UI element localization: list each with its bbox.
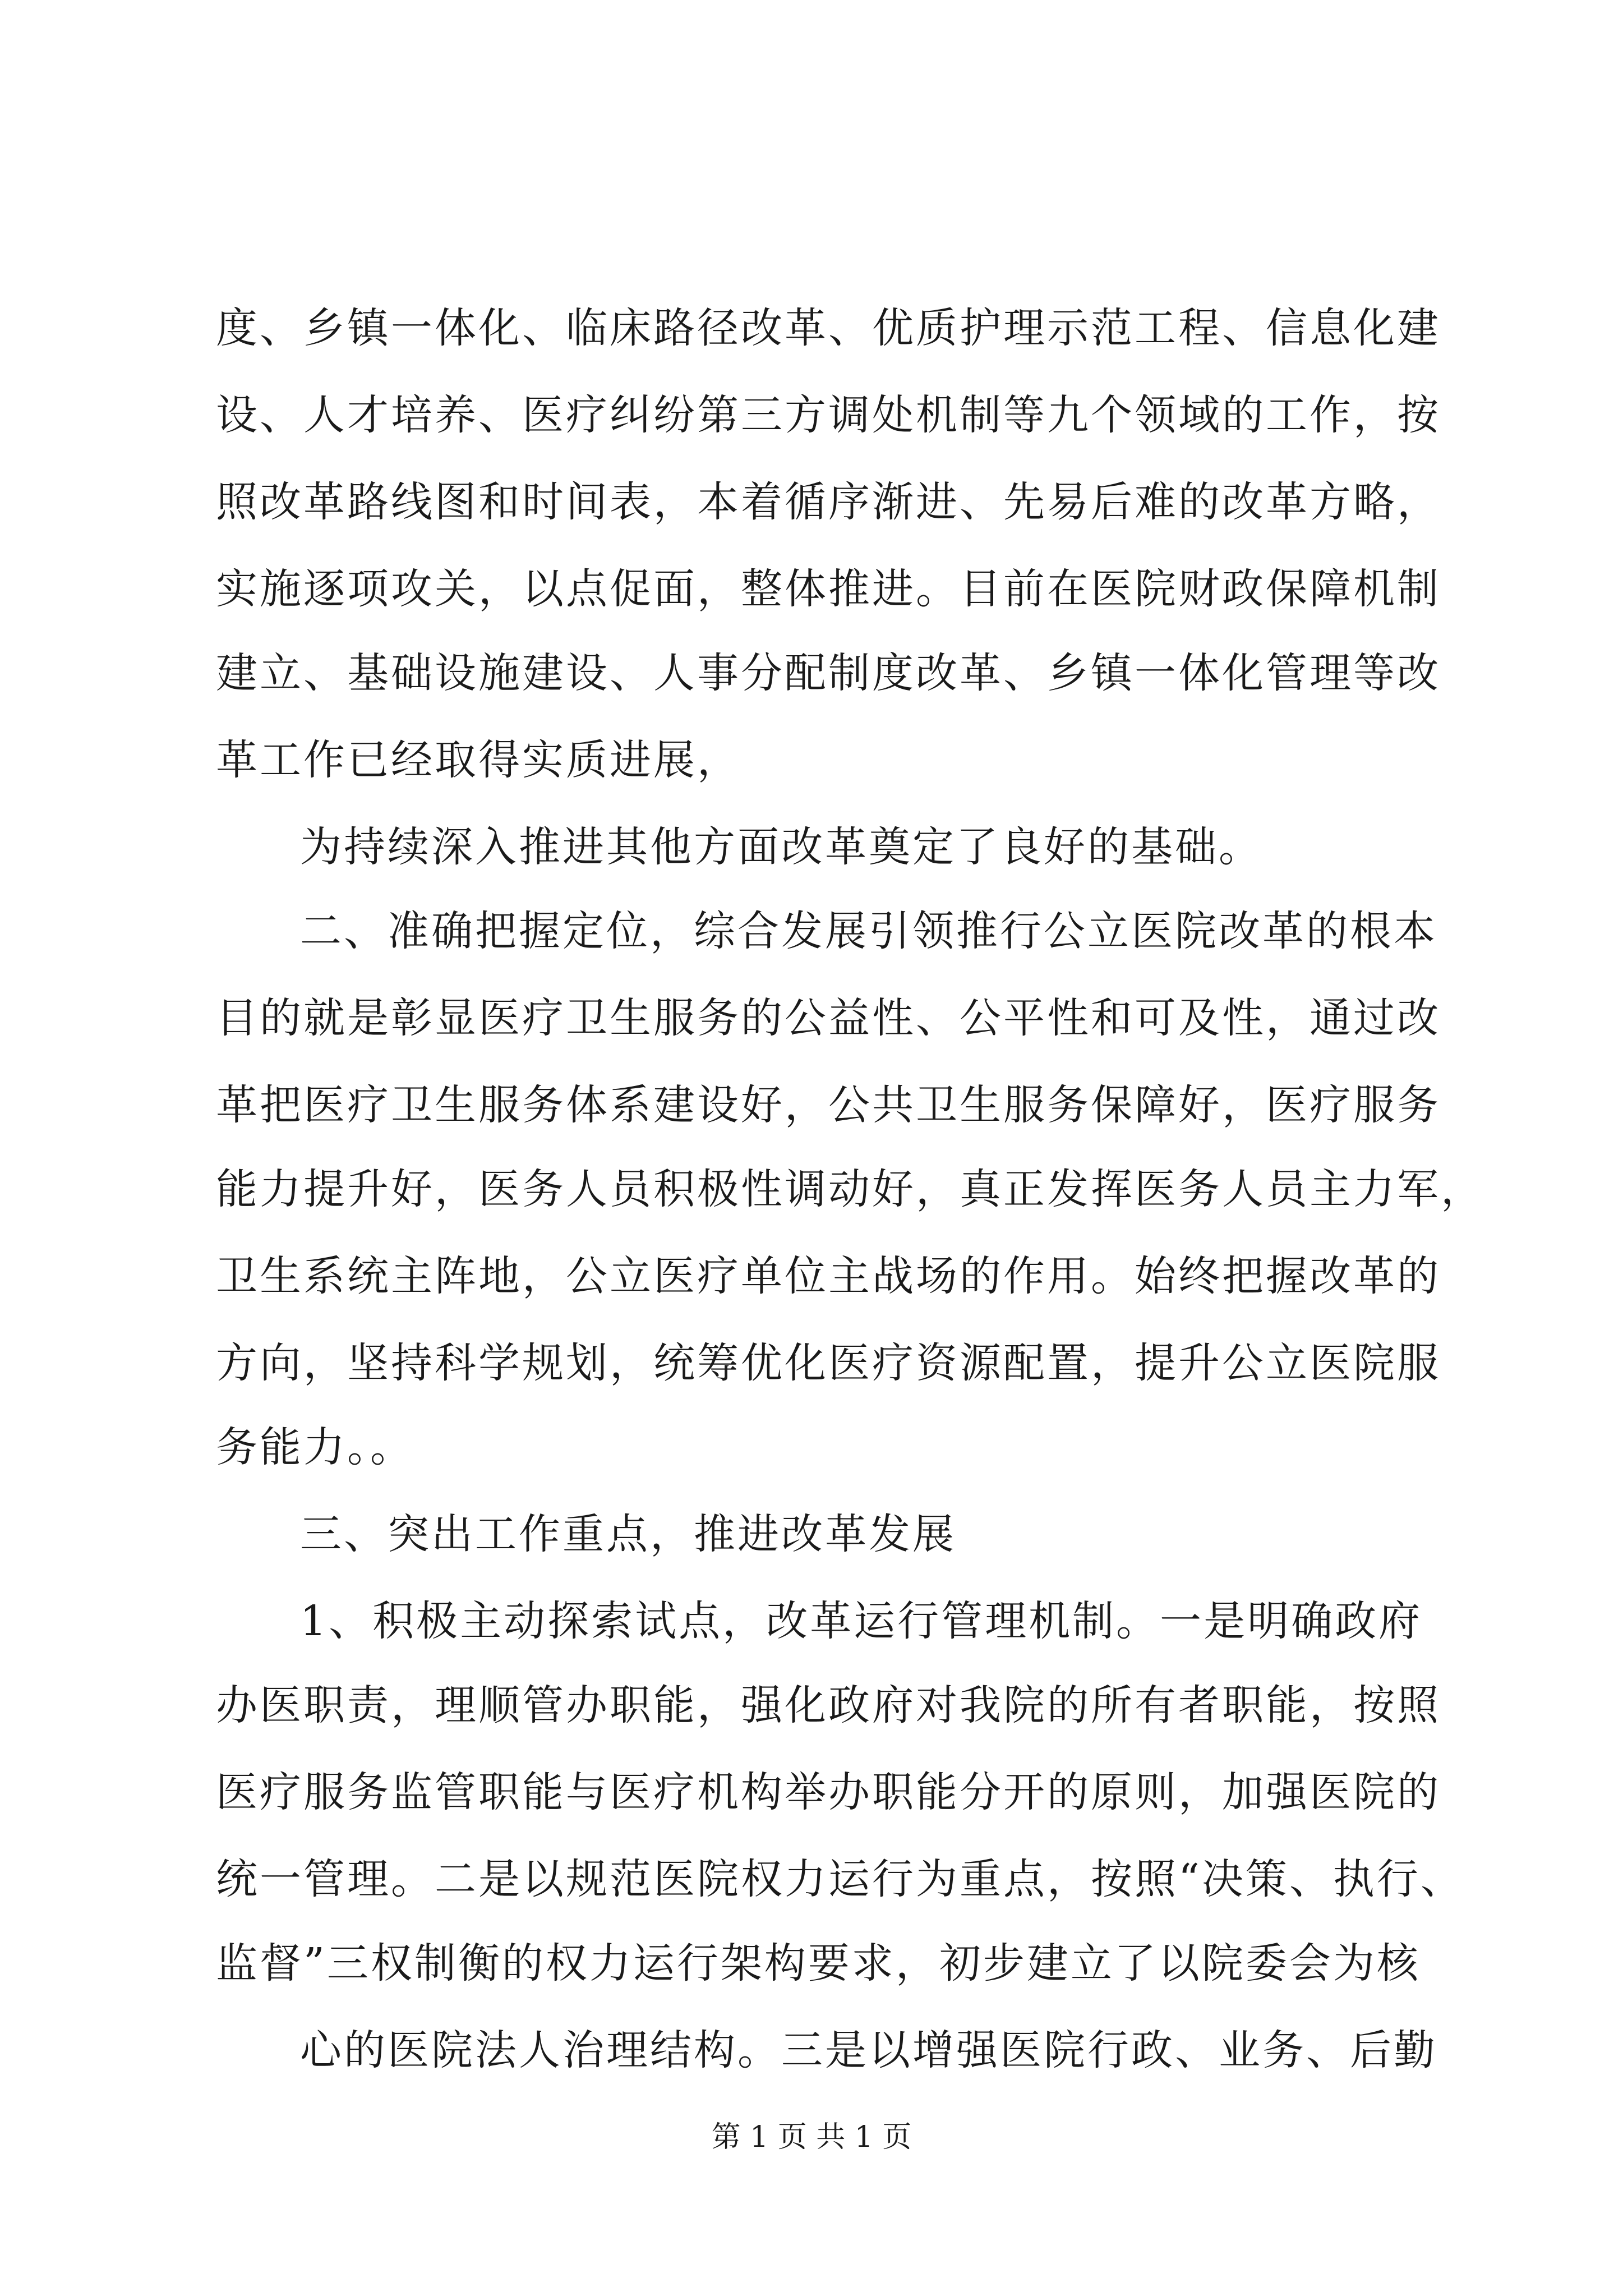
text-line-7: 为持续深入推进其他方面改革奠定了良好的基础。 xyxy=(300,823,1262,871)
text-line-10: 革把医疗卫生服务体系建设好，公共卫生服务保障好，医疗服务 xyxy=(216,1081,1441,1129)
text-line-14: 务能力。。 xyxy=(216,1423,414,1471)
text-line-21: 心的医院法人治理结构。三是以增强医院行政、业务、后勤 xyxy=(300,2026,1437,2074)
text-line-2: 设、人才培养、医疗纠纷第三方调处机制等九个领域的工作，按 xyxy=(216,391,1441,439)
section-heading-3: 三、突出工作重点，推进改革发展 xyxy=(300,1510,956,1558)
text-line-12: 卫生系统主阵地，公立医疗单位主战场的作用。始终把握改革的 xyxy=(216,1252,1441,1300)
text-line-5: 建立、基础设施建设、人事分配制度改革、乡镇一体化管理等改 xyxy=(216,649,1441,697)
text-line-16: 1、积极主动探索试点，改革运行管理机制。一是明确政府 xyxy=(300,1597,1423,1645)
section-heading-2: 二、准确把握定位，综合发展引领推行公立医院改革的根本 xyxy=(300,907,1437,955)
text-line-3: 照改革路线图和时间表，本着循序渐进、先易后难的改革方略， xyxy=(216,478,1441,526)
text-line-1: 度、乡镇一体化、临床路径改革、优质护理示范工程、信息化建 xyxy=(216,304,1441,352)
text-line-19: 统一管理。二是以规范医院权力运行为重点，按照“决策、执行、 xyxy=(216,1855,1464,1903)
text-line-6: 革工作已经取得实质进展， xyxy=(216,736,741,784)
text-line-18: 医疗服务监管职能与医疗机构举办职能分开的原则，加强医院的 xyxy=(216,1768,1441,1816)
text-line-9: 目的就是彰显医疗卫生服务的公益性、公平性和可及性，通过改 xyxy=(216,994,1441,1042)
text-line-11: 能力提升好，医务人员积极性调动好，真正发挥医务人员主力军， xyxy=(216,1165,1484,1213)
text-line-20: 监督”三权制衡的权力运行架构要求，初步建立了以院委会为核 xyxy=(216,1939,1421,1987)
page-number-footer: 第 1 页 共 1 页 xyxy=(711,2120,912,2154)
text-line-13: 方向，坚持科学规划，统筹优化医疗资源配置，提升公立医院服 xyxy=(216,1339,1441,1387)
text-line-17: 办医职责，理顺管办职能，强化政府对我院的所有者职能，按照 xyxy=(216,1681,1441,1729)
text-line-4: 实施逐项攻关，以点促面，整体推进。目前在医院财政保障机制 xyxy=(216,565,1441,613)
